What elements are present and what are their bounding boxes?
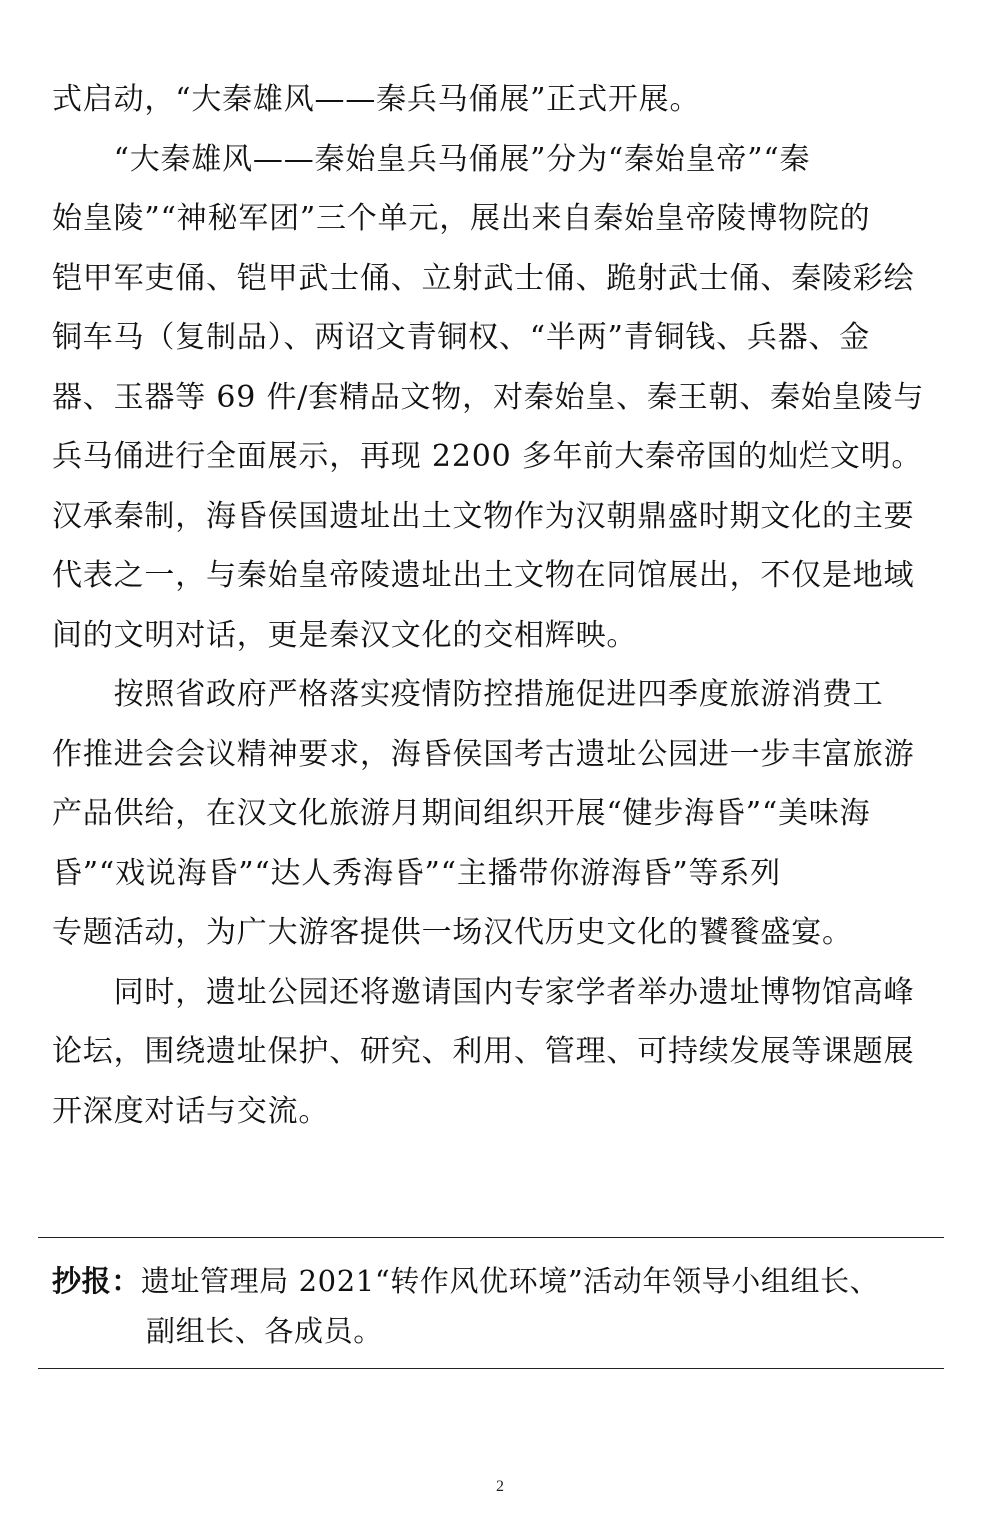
cc-content [38,1238,944,1368]
body-line: 式启动，“大秦雄风——秦兵马俑展”正式开展。 [52,82,701,117]
body-text [52,70,960,1141]
body-line: 器、玉器等 69 件/套精品文物，对秦始皇、秦王朝、秦始皇陵与 [52,379,925,415]
cc-recipients: 遗址管理局 2021“转作风优环境”活动年领导小组组长、 [140,1264,880,1298]
cc-block [38,1237,944,1369]
body-line: 产品供给，在汉文化旅游月期间组织开展“健步海昏”“美味海 [52,796,871,831]
body-line: 按照省政府严格落实疫情防控措施促进四季度旅游消费工 [52,677,884,712]
body-line: 汉承秦制，海昏侯国遗址出土文物作为汉朝鼎盛时期文化的主要 [52,498,915,534]
body-line: 昏”“戏说海昏”“达人秀海昏”“主播带你游海昏”等系列 [52,855,781,891]
body-line: 论坛，围绕遗址保护、研究、利用、管理、可持续发展等课题展 [52,1034,915,1069]
bottom-divider [38,1368,944,1369]
body-line: 代表之一，与秦始皇帝陵遗址出土文物在同馆展出，不仅是地域 [52,558,915,593]
body-line: 铠甲军吏俑、铠甲武士俑、立射武士俑、跪射武士俑、秦陵彩绘 [52,260,915,296]
body-line: 铜车马（复制品）、两诏文青铜权、“半两”青铜钱、兵器、金 [52,320,871,355]
cc-label: 抄报： [52,1264,141,1298]
body-line: 专题活动，为广大游客提供一场汉代历史文化的饕餮盛宴。 [52,915,853,950]
body-line: 作推进会会议精神要求，海昏侯国考古遗址公园进一步丰富旅游 [52,736,915,772]
cc-line-2: 副组长、各成员。 [146,1314,383,1348]
body-line: 同时，遗址公园还将邀请国内专家学者举办遗址博物馆高峰 [52,974,915,1010]
body-line: 始皇陵”“神秘军团”三个单元，展出来自秦始皇帝陵博物院的 [52,201,871,236]
page-number: 2 [496,1478,504,1495]
body-line: 间的文明对话，更是秦汉文化的交相辉映。 [52,617,638,653]
cc-line-1 [52,1256,944,1306]
body-line: 兵马俑进行全面展示，再现 2200 多年前大秦帝国的灿烂文明。 [52,439,923,474]
body-line: 开深度对话与交流。 [52,1093,330,1129]
body-line: “大秦雄风——秦始皇兵马俑展”分为“秦始皇帝”“秦 [52,141,811,177]
